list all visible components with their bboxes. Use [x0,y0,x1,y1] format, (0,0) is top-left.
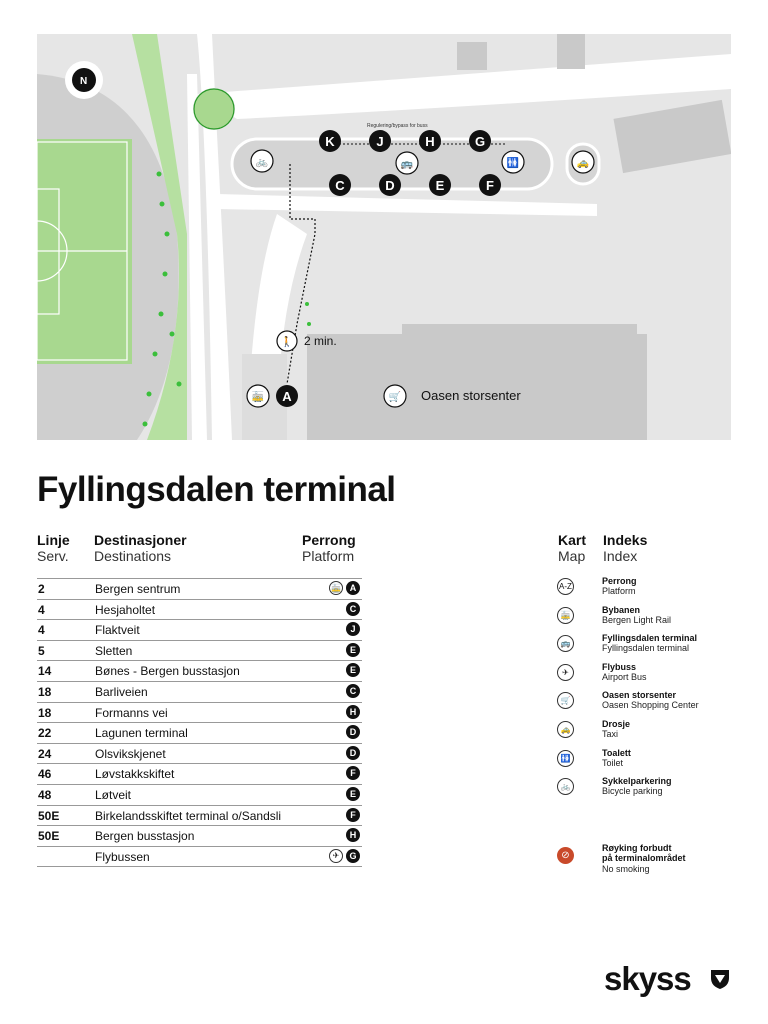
legend-label-no: Toalett [602,747,631,758]
line-number: 50E [38,829,60,844]
line-number: 4 [38,602,45,617]
platform-cell [346,766,360,780]
svg-text:🚻: 🚻 [506,158,520,169]
platform-cell [346,705,360,719]
line-number: 22 [38,726,52,741]
table-row [37,806,362,827]
header-destinations [94,532,187,564]
legend-label-no: Bybanen [602,604,641,615]
svg-text:🚶: 🚶 [280,337,294,348]
line-number: 46 [38,767,52,782]
table-row [37,723,362,744]
destination: Flybussen [95,849,150,864]
terminal-area-map [37,34,731,440]
line-number: 14 [38,664,52,679]
platform-cell [346,828,360,842]
platform-badge: E [346,663,360,677]
table-row [37,641,362,662]
line-number: 24 [38,746,52,761]
platform-g-marker: G [474,134,486,149]
svg-text:🛒: 🛒 [388,392,402,403]
destination: Løvstakkskiftet [95,767,175,782]
legend-header-index [603,532,647,564]
platform-cell [329,849,360,863]
legend-label-en: Platform [602,586,636,596]
platform-h-marker: H [425,134,435,149]
platform-e-marker: E [435,178,445,193]
platform-a-marker: A [282,389,292,404]
svg-text:🚕: 🚕 [576,158,590,169]
destination: Olsvikskjenet [95,746,166,761]
legend-label-en: Taxi [602,728,619,739]
no-smoking-en: No smoking [602,864,650,874]
line-number: 18 [38,684,52,699]
table-row [37,620,362,641]
map-legend [557,575,737,804]
header-platform-en: Platform [302,548,355,564]
airplane-icon: ✈ [557,664,574,681]
header-line-no: Linje [37,532,70,548]
departures-table [37,578,362,867]
platform-cell [346,622,360,636]
platform-badge: H [346,705,360,719]
no-smoking-icon: ⊘ [557,847,574,864]
platform-cell [346,684,360,698]
destination: Bergen sentrum [95,582,181,596]
legend-label-no: Sykkelparkering [602,776,672,787]
legend-item [557,604,737,633]
platform-cell [346,787,360,801]
destination: Barliveien [95,684,148,699]
header-line [37,532,70,564]
line-number: 50E [38,808,60,823]
legend-label-no: Fyllingsdalen terminal [602,633,698,644]
destination: Hesjaholtet [95,602,156,617]
legend-label-no: Drosje [602,718,631,729]
taxi-icon: 🚕 [557,721,574,738]
destination: Lagunen terminal [95,726,188,741]
shopping-cart-icon: 🛒 [557,692,574,709]
destination: Bergen busstasjon [95,829,195,844]
bus-icon: 🚌 [557,635,574,652]
destination: Bønes - Bergen busstasjon [95,664,240,679]
header-line-en: Serv. [37,548,69,564]
legend-label-no: Flybuss [602,661,637,672]
platform-icon: A-Z [557,578,574,595]
header-destinations-en: Destinations [94,548,172,564]
table-row [37,764,362,785]
platform-badge: H [346,828,360,842]
header-platform [302,532,356,564]
platform-j-marker: J [376,134,384,149]
toilet-icon: 🚻 [557,750,574,767]
page-title: Fyllingsdalen terminal [37,470,396,509]
line-number: 5 [38,643,45,658]
table-row [37,600,362,621]
platform-f-marker: F [486,178,494,193]
platform-badge: J [346,622,360,636]
legend-header-map [558,532,586,564]
road-regulation-text: Regulering/bypass for buss [367,123,428,129]
destination: Formanns vei [95,705,168,720]
legend-index-no: Indeks [603,532,648,548]
legend-item [557,632,737,661]
legend-item [557,689,737,718]
coat-of-arms-icon [710,968,730,990]
walk-time-label: 2 min. [304,334,337,348]
platform-cell [346,663,360,677]
platform-badge: C [346,684,360,698]
platform-badge: F [346,808,360,822]
platform-badge: A [346,581,360,595]
shopping-center-label: Oasen storsenter [421,388,521,403]
platform-c-marker: C [335,178,345,193]
table-row [37,744,362,765]
platform-badge: D [346,746,360,760]
table-row [37,826,362,847]
legend-item [557,575,737,604]
platform-cell [346,643,360,657]
svg-text:🚌: 🚌 [400,159,414,170]
svg-text:🚋: 🚋 [251,392,265,403]
table-row [37,579,362,600]
platform-cell [346,746,360,760]
legend-index-en: Index [603,548,638,564]
line-number: 4 [38,623,45,638]
skyss-logo: skyss [604,960,691,997]
platform-badge: D [346,725,360,739]
no-smoking-no: Røyking forbudt på terminalområdet [602,843,686,863]
platform-badge: E [346,787,360,801]
legend-label-en: Bicycle parking [602,786,663,797]
platform-cell [346,725,360,739]
platform-badge: C [346,602,360,616]
line-number: 2 [38,582,45,596]
legend-label-no: Oasen storsenter [602,690,677,701]
legend-item [557,718,737,747]
legend-map-en: Map [558,548,586,564]
line-number: 48 [38,787,52,802]
legend-label-en: Toilet [602,757,624,768]
legend-label-en: Bergen Light Rail [602,614,672,625]
table-row [37,703,362,724]
destination: Sletten [95,643,133,658]
legend-item [557,775,737,804]
table-row [37,785,362,806]
light-rail-icon: 🚋 [557,607,574,624]
table-row [37,682,362,703]
north-label: N [80,76,88,87]
legend-item [557,661,737,690]
legend-label-en: Oasen Shopping Center [602,700,699,711]
light-rail-icon: 🚋 [329,581,343,595]
platform-cell [346,602,360,616]
header-destinations-no: Destinasjoner [94,532,187,548]
legend-label-no: Perrong [602,576,637,586]
platform-cell [346,808,360,822]
platform-d-marker: D [385,178,395,193]
platform-k-marker: K [325,134,335,149]
legend-label-en: Airport Bus [602,671,647,682]
legend-item [557,747,737,776]
svg-text:🚲: 🚲 [255,157,269,168]
destination: Flaktveit [95,623,140,638]
table-row [37,661,362,682]
bicycle-icon: 🚲 [557,778,574,795]
legend-map-no: Kart [558,532,587,548]
platform-badge: G [346,849,360,863]
platform-badge: E [346,643,360,657]
destination: Løtveit [95,787,132,802]
platform-cell [329,581,360,595]
airplane-icon: ✈ [329,849,343,863]
header-platform-no: Perrong [302,532,356,548]
platform-badge: F [346,766,360,780]
destination: Birkelandsskiftet terminal o/Sandsli [95,808,282,823]
table-row [37,847,362,868]
legend-label-en: Fyllingsdalen terminal [602,643,690,654]
line-number: 18 [38,705,52,720]
